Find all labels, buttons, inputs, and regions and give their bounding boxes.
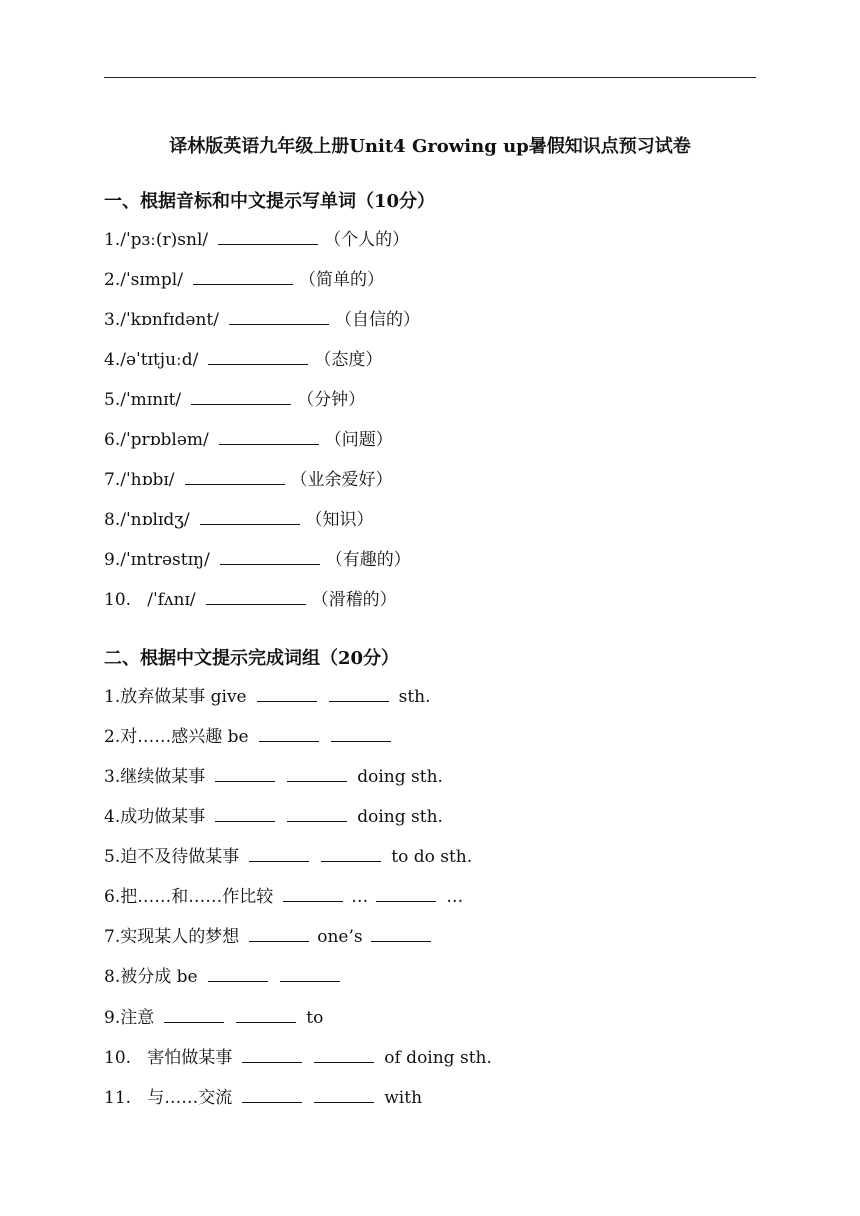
word-item	[104, 548, 411, 572]
phonetic-text: /ˈprɒbləm/	[120, 430, 209, 450]
item-number: 10.	[104, 590, 148, 610]
phrase-prompt: 成功做某事	[120, 807, 206, 827]
phonetic-text: /ˈhɒbɪ/	[120, 470, 175, 490]
answer-blank[interactable]	[249, 845, 309, 862]
item-number: 2.	[104, 727, 121, 747]
answer-blank[interactable]	[314, 1046, 374, 1063]
document-title: 译林版英语九年级上册Unit4 Growing up暑假知识点预习试卷	[169, 136, 691, 157]
answer-blank[interactable]	[236, 1006, 296, 1023]
answer-blank[interactable]	[191, 388, 291, 405]
item-number: 3.	[104, 767, 121, 787]
answer-blank[interactable]	[280, 965, 340, 982]
item-number: 8.	[104, 510, 121, 530]
answer-blank[interactable]	[242, 1046, 302, 1063]
phrase-tail: to do sth.	[391, 847, 473, 867]
phrase-prompt: 害怕做某事	[147, 1048, 233, 1068]
phrase-item	[104, 1086, 422, 1110]
phrase-prompt: 对……感兴趣 be	[120, 727, 249, 747]
answer-blank[interactable]	[220, 548, 320, 565]
phrase-prompt: 被分成 be	[120, 967, 198, 987]
phrase-item	[104, 1006, 323, 1030]
answer-blank[interactable]	[371, 925, 431, 942]
answer-blank[interactable]	[257, 685, 317, 702]
answer-blank[interactable]	[314, 1086, 374, 1103]
item-number: 5.	[104, 390, 121, 410]
answer-blank[interactable]	[242, 1086, 302, 1103]
phrase-item	[104, 725, 393, 749]
phrase-prompt: 放弃做某事 give	[120, 687, 247, 707]
item-number: 1.	[104, 687, 121, 707]
phrase-middle: one’s	[317, 927, 363, 947]
answer-blank[interactable]	[287, 765, 347, 782]
item-number: 11.	[104, 1088, 148, 1108]
phrase-tail: of doing sth.	[384, 1048, 492, 1068]
phrase-item	[104, 1046, 492, 1070]
item-number: 2.	[104, 270, 121, 290]
answer-blank[interactable]	[259, 725, 319, 742]
word-item	[104, 348, 382, 372]
phrase-tail: to	[306, 1008, 324, 1028]
word-item	[104, 588, 397, 612]
phonetic-text: /ˈmɪnɪt/	[120, 390, 182, 410]
phrase-item	[104, 925, 433, 949]
item-number: 7.	[104, 470, 121, 490]
answer-blank[interactable]	[200, 508, 300, 525]
section1-heading: 一、根据音标和中文提示写单词（10分）	[104, 191, 436, 212]
answer-blank[interactable]	[206, 588, 306, 605]
phrase-item	[104, 685, 431, 709]
answer-blank[interactable]	[208, 965, 268, 982]
phonetic-text: /ˈnɒlɪdʒ/	[120, 510, 190, 530]
chinese-hint: （分钟）	[297, 390, 366, 410]
phonetic-text: /ˈɪntrəstɪŋ/	[120, 550, 210, 570]
answer-blank[interactable]	[331, 725, 391, 742]
item-number: 4.	[104, 807, 121, 827]
answer-blank[interactable]	[164, 1006, 224, 1023]
item-number: 10.	[104, 1048, 148, 1068]
item-number: 9.	[104, 1008, 121, 1028]
item-number: 6.	[104, 887, 121, 907]
answer-blank[interactable]	[321, 845, 381, 862]
phrase-item	[104, 765, 443, 789]
chinese-hint: （知识）	[305, 510, 374, 530]
chinese-hint: （自信的）	[334, 310, 420, 330]
answer-blank[interactable]	[218, 228, 318, 245]
phrase-prompt: 实现某人的梦想	[120, 927, 240, 947]
answer-blank[interactable]	[185, 468, 285, 485]
chinese-hint: （滑稽的）	[311, 590, 397, 610]
phrase-item	[104, 885, 463, 909]
phrase-tail: doing sth.	[357, 807, 443, 827]
answer-blank[interactable]	[329, 685, 389, 702]
phonetic-text: /əˈtɪtjuːd/	[120, 350, 199, 370]
phrase-tail: doing sth.	[357, 767, 443, 787]
answer-blank[interactable]	[376, 885, 436, 902]
word-item	[104, 428, 393, 452]
phrase-tail: …	[446, 887, 464, 907]
chinese-hint: （有趣的）	[325, 550, 411, 570]
item-number: 4.	[104, 350, 121, 370]
answer-blank[interactable]	[193, 268, 293, 285]
phrase-item	[104, 845, 472, 869]
word-item	[104, 388, 365, 412]
answer-blank[interactable]	[229, 308, 329, 325]
word-item	[104, 308, 420, 332]
answer-blank[interactable]	[287, 805, 347, 822]
item-number: 8.	[104, 967, 121, 987]
phrase-middle: …	[351, 887, 369, 907]
item-number: 1.	[104, 230, 121, 250]
item-number: 3.	[104, 310, 121, 330]
phrase-item	[104, 805, 443, 829]
phonetic-text: /ˈfʌnɪ/	[147, 590, 196, 610]
answer-blank[interactable]	[215, 805, 275, 822]
phonetic-text: /ˈsɪmpl/	[120, 270, 183, 290]
item-number: 7.	[104, 927, 121, 947]
section2-heading: 二、根据中文提示完成词组（20分）	[104, 648, 400, 669]
phrase-prompt: 继续做某事	[120, 767, 206, 787]
chinese-hint: （态度）	[314, 350, 383, 370]
phonetic-text: /ˈpɜː(r)snl/	[120, 230, 209, 250]
chinese-hint: （问题）	[324, 430, 393, 450]
top-rule	[104, 77, 756, 78]
answer-blank[interactable]	[249, 925, 309, 942]
phrase-prompt: 把……和……作比较	[120, 887, 274, 907]
phonetic-text: /ˈkɒnfɪdənt/	[120, 310, 219, 330]
answer-blank[interactable]	[219, 428, 319, 445]
item-number: 9.	[104, 550, 121, 570]
phrase-prompt: 与……交流	[147, 1088, 233, 1108]
phrase-tail: sth.	[398, 687, 431, 707]
chinese-hint: （个人的）	[324, 230, 410, 250]
answer-blank[interactable]	[215, 765, 275, 782]
chinese-hint: （业余爱好）	[290, 470, 393, 490]
answer-blank[interactable]	[208, 348, 308, 365]
phrase-tail: with	[384, 1088, 423, 1108]
item-number: 5.	[104, 847, 121, 867]
phrase-prompt: 迫不及待做某事	[120, 847, 240, 867]
chinese-hint: （简单的）	[298, 270, 384, 290]
answer-blank[interactable]	[283, 885, 343, 902]
phrase-item	[104, 965, 342, 989]
word-item	[104, 268, 384, 292]
word-item	[104, 468, 393, 492]
word-item	[104, 508, 374, 532]
item-number: 6.	[104, 430, 121, 450]
phrase-prompt: 注意	[120, 1008, 155, 1028]
word-item	[104, 228, 409, 252]
